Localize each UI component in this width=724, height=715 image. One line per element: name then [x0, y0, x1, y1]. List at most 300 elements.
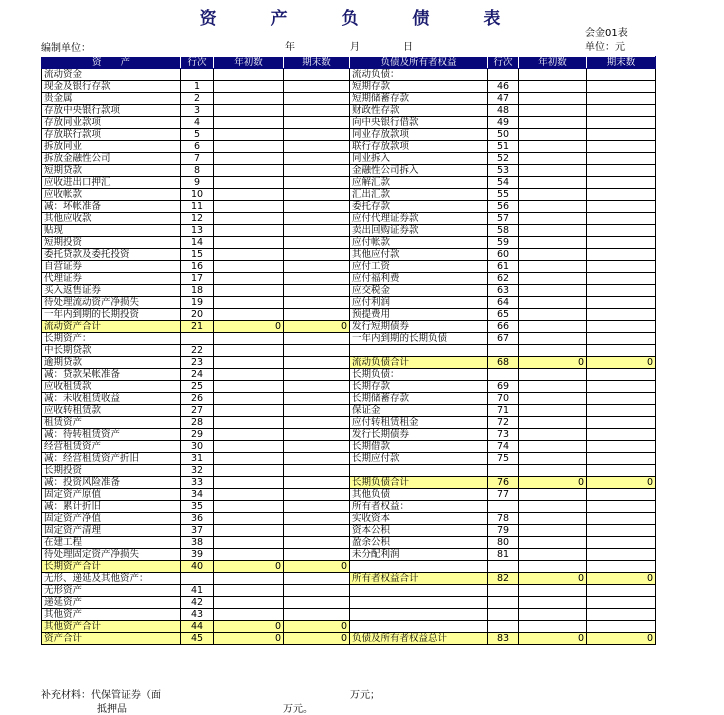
- table-row: [42, 597, 656, 609]
- asset-begin-balance-cell[interactable]: [214, 489, 284, 501]
- liability-end-balance-cell[interactable]: [587, 345, 656, 357]
- asset-row-number: 4: [181, 117, 214, 129]
- asset-begin-balance-cell[interactable]: [214, 81, 284, 93]
- asset-begin-balance-cell[interactable]: [214, 189, 284, 201]
- asset-end-balance-cell[interactable]: [284, 249, 350, 261]
- liability-begin-balance-cell[interactable]: [519, 93, 587, 105]
- asset-row-number: 2: [181, 93, 214, 105]
- asset-row-number: 28: [181, 417, 214, 429]
- liability-row-number: 64: [488, 297, 519, 309]
- asset-end-balance-cell[interactable]: 0: [284, 621, 350, 633]
- liability-end-balance-cell[interactable]: [587, 441, 656, 453]
- asset-end-balance-cell[interactable]: [284, 549, 350, 561]
- liability-begin-balance-cell[interactable]: [519, 417, 587, 429]
- liability-begin-balance-cell[interactable]: [519, 333, 587, 345]
- asset-item-name: 短期投资: [42, 237, 181, 249]
- asset-begin-balance-cell[interactable]: [214, 417, 284, 429]
- asset-item-name: 固定资产净值: [42, 513, 181, 525]
- liability-item-name: 长期储蓄存款: [350, 393, 488, 405]
- liability-item-name: [350, 561, 488, 573]
- table-row: [42, 489, 656, 501]
- asset-end-balance-cell[interactable]: [284, 453, 350, 465]
- asset-begin-balance-cell[interactable]: [214, 405, 284, 417]
- table-row: [42, 381, 656, 393]
- asset-begin-balance-cell[interactable]: 0: [214, 321, 284, 333]
- liability-end-balance-cell[interactable]: [587, 393, 656, 405]
- liability-begin-balance-cell[interactable]: 0: [519, 477, 587, 489]
- liability-item-name: 向中央银行借款: [350, 117, 488, 129]
- asset-end-balance-cell[interactable]: [284, 405, 350, 417]
- liability-begin-balance-cell[interactable]: [519, 105, 587, 117]
- liability-begin-balance-cell[interactable]: [519, 561, 587, 573]
- asset-end-balance-cell[interactable]: [284, 117, 350, 129]
- asset-end-balance-cell[interactable]: [284, 513, 350, 525]
- liability-end-balance-cell[interactable]: [587, 381, 656, 393]
- asset-end-balance-cell[interactable]: [284, 369, 350, 381]
- liability-item-name: [350, 621, 488, 633]
- liability-end-balance-cell[interactable]: [587, 369, 656, 381]
- liability-begin-balance-cell[interactable]: [519, 201, 587, 213]
- table-row: [42, 465, 656, 477]
- asset-begin-balance-cell[interactable]: [214, 249, 284, 261]
- table-row: [42, 561, 656, 573]
- liability-row-number: [488, 501, 519, 513]
- asset-end-balance-cell[interactable]: [284, 345, 350, 357]
- asset-end-balance-cell[interactable]: 0: [284, 321, 350, 333]
- asset-begin-balance-cell[interactable]: [214, 309, 284, 321]
- liability-row-number: 66: [488, 321, 519, 333]
- asset-begin-balance-cell[interactable]: [214, 153, 284, 165]
- liability-begin-balance-cell[interactable]: [519, 69, 587, 81]
- liability-row-number: 82: [488, 573, 519, 585]
- table-row: [42, 201, 656, 213]
- asset-item-name: 代理证券: [42, 273, 181, 285]
- liability-end-balance-cell[interactable]: [587, 249, 656, 261]
- asset-begin-balance-cell[interactable]: [214, 549, 284, 561]
- header-end-balance-right: 期末数: [587, 57, 656, 69]
- liability-item-name: 应交税金: [350, 285, 488, 297]
- table-row: [42, 369, 656, 381]
- asset-begin-balance-cell[interactable]: [214, 273, 284, 285]
- liability-begin-balance-cell[interactable]: [519, 297, 587, 309]
- asset-row-number: 30: [181, 441, 214, 453]
- liability-item-name: 长期负债合计: [350, 477, 488, 489]
- asset-end-balance-cell[interactable]: [284, 213, 350, 225]
- asset-row-number: 14: [181, 237, 214, 249]
- asset-end-balance-cell[interactable]: [284, 261, 350, 273]
- liability-end-balance-cell[interactable]: [587, 549, 656, 561]
- liability-end-balance-cell[interactable]: [587, 237, 656, 249]
- asset-end-balance-cell[interactable]: [284, 585, 350, 597]
- liability-end-balance-cell[interactable]: [587, 273, 656, 285]
- table-row: [42, 105, 656, 117]
- liability-end-balance-cell[interactable]: [587, 153, 656, 165]
- asset-end-balance-cell[interactable]: [284, 501, 350, 513]
- liability-row-number: 76: [488, 477, 519, 489]
- liability-end-balance-cell[interactable]: [587, 597, 656, 609]
- liability-row-number: 49: [488, 117, 519, 129]
- liability-end-balance-cell[interactable]: [587, 309, 656, 321]
- asset-end-balance-cell[interactable]: [284, 489, 350, 501]
- liability-begin-balance-cell[interactable]: [519, 225, 587, 237]
- asset-end-balance-cell[interactable]: [284, 285, 350, 297]
- asset-end-balance-cell[interactable]: [284, 201, 350, 213]
- liability-begin-balance-cell[interactable]: 0: [519, 357, 587, 369]
- liability-end-balance-cell[interactable]: [587, 165, 656, 177]
- liability-begin-balance-cell[interactable]: [519, 381, 587, 393]
- liability-end-balance-cell[interactable]: [587, 93, 656, 105]
- liability-begin-balance-cell[interactable]: 0: [519, 633, 587, 645]
- liability-begin-balance-cell[interactable]: [519, 273, 587, 285]
- liability-item-name: 应付利润: [350, 297, 488, 309]
- liability-begin-balance-cell[interactable]: [519, 621, 587, 633]
- liability-end-balance-cell[interactable]: [587, 489, 656, 501]
- table-row: [42, 333, 656, 345]
- asset-begin-balance-cell[interactable]: [214, 213, 284, 225]
- liability-end-balance-cell[interactable]: [587, 621, 656, 633]
- liability-end-balance-cell[interactable]: [587, 69, 656, 81]
- asset-item-name: 其他资产合计: [42, 621, 181, 633]
- liability-begin-balance-cell[interactable]: [519, 429, 587, 441]
- liability-begin-balance-cell[interactable]: 0: [519, 573, 587, 585]
- asset-row-number: 22: [181, 345, 214, 357]
- asset-end-balance-cell[interactable]: [284, 381, 350, 393]
- asset-begin-balance-cell[interactable]: [214, 501, 284, 513]
- liability-end-balance-cell[interactable]: [587, 225, 656, 237]
- liability-row-number: 52: [488, 153, 519, 165]
- liability-end-balance-cell[interactable]: [587, 453, 656, 465]
- liability-begin-balance-cell[interactable]: [519, 609, 587, 621]
- asset-begin-balance-cell[interactable]: [214, 105, 284, 117]
- asset-begin-balance-cell[interactable]: [214, 93, 284, 105]
- liability-end-balance-cell[interactable]: [587, 321, 656, 333]
- liability-row-number: 48: [488, 105, 519, 117]
- liability-end-balance-cell[interactable]: [587, 213, 656, 225]
- asset-end-balance-cell[interactable]: [284, 273, 350, 285]
- asset-row-number: 10: [181, 189, 214, 201]
- table-row: [42, 309, 656, 321]
- asset-end-balance-cell[interactable]: [284, 333, 350, 345]
- supplement-line-1: 补充材料：代保管证券（面: [41, 690, 161, 701]
- asset-end-balance-cell[interactable]: [284, 597, 350, 609]
- asset-begin-balance-cell[interactable]: 0: [214, 633, 284, 645]
- asset-end-balance-cell[interactable]: [284, 297, 350, 309]
- asset-begin-balance-cell[interactable]: [214, 261, 284, 273]
- liability-row-number: [488, 465, 519, 477]
- asset-begin-balance-cell[interactable]: [214, 141, 284, 153]
- liability-begin-balance-cell[interactable]: [519, 165, 587, 177]
- liability-end-balance-cell[interactable]: 0: [587, 573, 656, 585]
- asset-item-name: 减：投资风险准备: [42, 477, 181, 489]
- asset-end-balance-cell[interactable]: 0: [284, 633, 350, 645]
- liability-row-number: 73: [488, 429, 519, 441]
- asset-end-balance-cell[interactable]: [284, 441, 350, 453]
- liability-begin-balance-cell[interactable]: [519, 81, 587, 93]
- asset-begin-balance-cell[interactable]: [214, 537, 284, 549]
- asset-row-number: 21: [181, 321, 214, 333]
- table-row: [42, 213, 656, 225]
- asset-begin-balance-cell[interactable]: [214, 165, 284, 177]
- liability-end-balance-cell[interactable]: [587, 189, 656, 201]
- liability-end-balance-cell[interactable]: [587, 177, 656, 189]
- asset-row-number: 41: [181, 585, 214, 597]
- liability-begin-balance-cell[interactable]: [519, 249, 587, 261]
- liability-end-balance-cell[interactable]: [587, 261, 656, 273]
- liability-end-balance-cell[interactable]: 0: [587, 633, 656, 645]
- asset-begin-balance-cell[interactable]: 0: [214, 561, 284, 573]
- liability-row-number: 70: [488, 393, 519, 405]
- liability-row-number: 62: [488, 273, 519, 285]
- asset-begin-balance-cell[interactable]: [214, 177, 284, 189]
- liability-begin-balance-cell[interactable]: [519, 501, 587, 513]
- asset-row-number: 3: [181, 105, 214, 117]
- asset-item-name: 一年内到期的长期投资: [42, 309, 181, 321]
- header-liabilities-equity: 负债及所有者权益: [350, 57, 488, 69]
- asset-end-balance-cell[interactable]: [284, 189, 350, 201]
- liability-begin-balance-cell[interactable]: [519, 465, 587, 477]
- asset-begin-balance-cell[interactable]: [214, 381, 284, 393]
- liability-begin-balance-cell[interactable]: [519, 489, 587, 501]
- table-row: [42, 441, 656, 453]
- asset-begin-balance-cell[interactable]: [214, 297, 284, 309]
- asset-end-balance-cell[interactable]: [284, 177, 350, 189]
- liability-end-balance-cell[interactable]: [587, 333, 656, 345]
- asset-end-balance-cell[interactable]: [284, 429, 350, 441]
- asset-item-name: 资产合计: [42, 633, 181, 645]
- asset-item-name: 减：坏帐准备: [42, 201, 181, 213]
- asset-end-balance-cell[interactable]: [284, 417, 350, 429]
- asset-end-balance-cell[interactable]: [284, 357, 350, 369]
- asset-end-balance-cell[interactable]: [284, 573, 350, 585]
- liability-row-number: 81: [488, 549, 519, 561]
- liability-end-balance-cell[interactable]: [587, 105, 656, 117]
- liability-begin-balance-cell[interactable]: [519, 441, 587, 453]
- liability-end-balance-cell[interactable]: 0: [587, 357, 656, 369]
- header-begin-balance: 年初数: [214, 57, 284, 69]
- liability-begin-balance-cell[interactable]: [519, 537, 587, 549]
- asset-begin-balance-cell[interactable]: [214, 237, 284, 249]
- liability-end-balance-cell[interactable]: [587, 201, 656, 213]
- liability-row-number: 71: [488, 405, 519, 417]
- liability-row-number: [488, 609, 519, 621]
- asset-row-number: 39: [181, 549, 214, 561]
- liability-item-name: 应付帐款: [350, 237, 488, 249]
- liability-end-balance-cell[interactable]: [587, 117, 656, 129]
- asset-begin-balance-cell[interactable]: [214, 345, 284, 357]
- asset-begin-balance-cell[interactable]: [214, 201, 284, 213]
- asset-end-balance-cell[interactable]: [284, 393, 350, 405]
- liability-begin-balance-cell[interactable]: [519, 237, 587, 249]
- asset-end-balance-cell[interactable]: 0: [284, 561, 350, 573]
- liability-begin-balance-cell[interactable]: [519, 117, 587, 129]
- asset-item-name: 减：未收租赁收益: [42, 393, 181, 405]
- page-title: 资 产 负 债 表: [199, 9, 525, 29]
- liability-begin-balance-cell[interactable]: [519, 405, 587, 417]
- asset-end-balance-cell[interactable]: [284, 153, 350, 165]
- liability-row-number: 50: [488, 129, 519, 141]
- asset-begin-balance-cell[interactable]: [214, 357, 284, 369]
- liability-item-name: 金融性公司拆入: [350, 165, 488, 177]
- asset-begin-balance-cell[interactable]: [214, 573, 284, 585]
- asset-row-number: [181, 333, 214, 345]
- liability-row-number: [488, 621, 519, 633]
- liability-item-name: 应付代理证券款: [350, 213, 488, 225]
- liability-begin-balance-cell[interactable]: [519, 393, 587, 405]
- liability-end-balance-cell[interactable]: [587, 417, 656, 429]
- liability-begin-balance-cell[interactable]: [519, 309, 587, 321]
- asset-begin-balance-cell[interactable]: [214, 525, 284, 537]
- liability-begin-balance-cell[interactable]: [519, 369, 587, 381]
- asset-row-number: 24: [181, 369, 214, 381]
- asset-end-balance-cell[interactable]: [284, 69, 350, 81]
- supplement-line-2-unit: 万元。: [283, 704, 313, 715]
- asset-row-number: 26: [181, 393, 214, 405]
- balance-sheet-table: [41, 56, 656, 645]
- liability-begin-balance-cell[interactable]: [519, 597, 587, 609]
- asset-begin-balance-cell[interactable]: [214, 441, 284, 453]
- table-row: [42, 153, 656, 165]
- liability-begin-balance-cell[interactable]: [519, 261, 587, 273]
- liability-begin-balance-cell[interactable]: [519, 213, 587, 225]
- liability-item-name: 卖出回购证券款: [350, 225, 488, 237]
- currency-unit: 单位：元: [585, 42, 625, 53]
- liability-item-name: 应付转租赁租金: [350, 417, 488, 429]
- liability-end-balance-cell[interactable]: [587, 525, 656, 537]
- asset-begin-balance-cell[interactable]: [214, 393, 284, 405]
- asset-begin-balance-cell[interactable]: [214, 429, 284, 441]
- liability-end-balance-cell[interactable]: [587, 129, 656, 141]
- asset-end-balance-cell[interactable]: [284, 105, 350, 117]
- asset-end-balance-cell[interactable]: [284, 129, 350, 141]
- asset-begin-balance-cell[interactable]: [214, 129, 284, 141]
- liability-begin-balance-cell[interactable]: [519, 153, 587, 165]
- header-assets: 资 产: [42, 57, 181, 69]
- liability-end-balance-cell[interactable]: [587, 513, 656, 525]
- liability-row-number: 58: [488, 225, 519, 237]
- asset-end-balance-cell[interactable]: [284, 309, 350, 321]
- liability-item-name: 实收资本: [350, 513, 488, 525]
- liability-begin-balance-cell[interactable]: [519, 549, 587, 561]
- asset-end-balance-cell[interactable]: [284, 225, 350, 237]
- liability-begin-balance-cell[interactable]: [519, 321, 587, 333]
- asset-row-number: 29: [181, 429, 214, 441]
- liability-end-balance-cell[interactable]: [587, 465, 656, 477]
- asset-item-name: 中长期贷款: [42, 345, 181, 357]
- liability-end-balance-cell[interactable]: [587, 297, 656, 309]
- asset-begin-balance-cell[interactable]: [214, 69, 284, 81]
- asset-begin-balance-cell[interactable]: [214, 477, 284, 489]
- liability-end-balance-cell[interactable]: [587, 141, 656, 153]
- asset-begin-balance-cell[interactable]: [214, 117, 284, 129]
- table-row: [42, 417, 656, 429]
- liability-item-name: 短期存款: [350, 81, 488, 93]
- asset-begin-balance-cell[interactable]: [214, 465, 284, 477]
- asset-begin-balance-cell[interactable]: [214, 369, 284, 381]
- asset-item-name: 减：待转租赁资产: [42, 429, 181, 441]
- liability-end-balance-cell[interactable]: [587, 501, 656, 513]
- liability-begin-balance-cell[interactable]: [519, 189, 587, 201]
- liability-item-name: 应付工资: [350, 261, 488, 273]
- asset-end-balance-cell[interactable]: [284, 165, 350, 177]
- asset-item-name: 经营租赁资产: [42, 441, 181, 453]
- asset-item-name: 流动资金: [42, 69, 181, 81]
- asset-end-balance-cell[interactable]: [284, 609, 350, 621]
- liability-row-number: 54: [488, 177, 519, 189]
- liability-begin-balance-cell[interactable]: [519, 129, 587, 141]
- liability-end-balance-cell[interactable]: [587, 585, 656, 597]
- liability-begin-balance-cell[interactable]: [519, 345, 587, 357]
- liability-end-balance-cell[interactable]: [587, 537, 656, 549]
- liability-row-number: 46: [488, 81, 519, 93]
- asset-row-number: 23: [181, 357, 214, 369]
- asset-begin-balance-cell[interactable]: 0: [214, 621, 284, 633]
- asset-end-balance-cell[interactable]: [284, 81, 350, 93]
- liability-row-number: [488, 369, 519, 381]
- asset-item-name: 拆放同业: [42, 141, 181, 153]
- liability-end-balance-cell[interactable]: [587, 429, 656, 441]
- liability-row-number: [488, 597, 519, 609]
- asset-end-balance-cell[interactable]: [284, 525, 350, 537]
- liability-begin-balance-cell[interactable]: [519, 177, 587, 189]
- asset-row-number: [181, 69, 214, 81]
- asset-row-number: 34: [181, 489, 214, 501]
- asset-item-name: 长期资产合计: [42, 561, 181, 573]
- asset-begin-balance-cell[interactable]: [214, 513, 284, 525]
- liability-item-name: 发行长期债券: [350, 429, 488, 441]
- liability-item-name: 委托存款: [350, 201, 488, 213]
- asset-item-name: 待处理固定资产净损失: [42, 549, 181, 561]
- table-row: [42, 117, 656, 129]
- asset-row-number: 38: [181, 537, 214, 549]
- asset-begin-balance-cell[interactable]: [214, 285, 284, 297]
- liability-item-name: 一年内到期的长期负债: [350, 333, 488, 345]
- liability-end-balance-cell[interactable]: [587, 285, 656, 297]
- asset-item-name: 自营证券: [42, 261, 181, 273]
- liability-row-number: 77: [488, 489, 519, 501]
- liability-end-balance-cell[interactable]: [587, 561, 656, 573]
- liability-end-balance-cell[interactable]: [587, 609, 656, 621]
- asset-end-balance-cell[interactable]: [284, 465, 350, 477]
- liability-item-name: 长期负债：: [350, 369, 488, 381]
- asset-end-balance-cell[interactable]: [284, 537, 350, 549]
- liability-row-number: 79: [488, 525, 519, 537]
- asset-begin-balance-cell[interactable]: [214, 453, 284, 465]
- asset-end-balance-cell[interactable]: [284, 93, 350, 105]
- liability-begin-balance-cell[interactable]: [519, 141, 587, 153]
- asset-begin-balance-cell[interactable]: [214, 609, 284, 621]
- asset-begin-balance-cell[interactable]: [214, 597, 284, 609]
- liability-begin-balance-cell[interactable]: [519, 513, 587, 525]
- asset-end-balance-cell[interactable]: [284, 477, 350, 489]
- liability-begin-balance-cell[interactable]: [519, 525, 587, 537]
- liability-begin-balance-cell[interactable]: [519, 285, 587, 297]
- liability-end-balance-cell[interactable]: [587, 81, 656, 93]
- liability-end-balance-cell[interactable]: [587, 405, 656, 417]
- liability-item-name: [350, 597, 488, 609]
- asset-begin-balance-cell[interactable]: [214, 225, 284, 237]
- asset-begin-balance-cell[interactable]: [214, 333, 284, 345]
- asset-end-balance-cell[interactable]: [284, 141, 350, 153]
- liability-item-name: 保证金: [350, 405, 488, 417]
- liability-begin-balance-cell[interactable]: [519, 453, 587, 465]
- header-row-no: 行次: [181, 57, 214, 69]
- liability-item-name: 资本公积: [350, 525, 488, 537]
- liability-begin-balance-cell[interactable]: [519, 585, 587, 597]
- asset-end-balance-cell[interactable]: [284, 237, 350, 249]
- asset-row-number: 1: [181, 81, 214, 93]
- asset-begin-balance-cell[interactable]: [214, 585, 284, 597]
- liability-end-balance-cell[interactable]: 0: [587, 477, 656, 489]
